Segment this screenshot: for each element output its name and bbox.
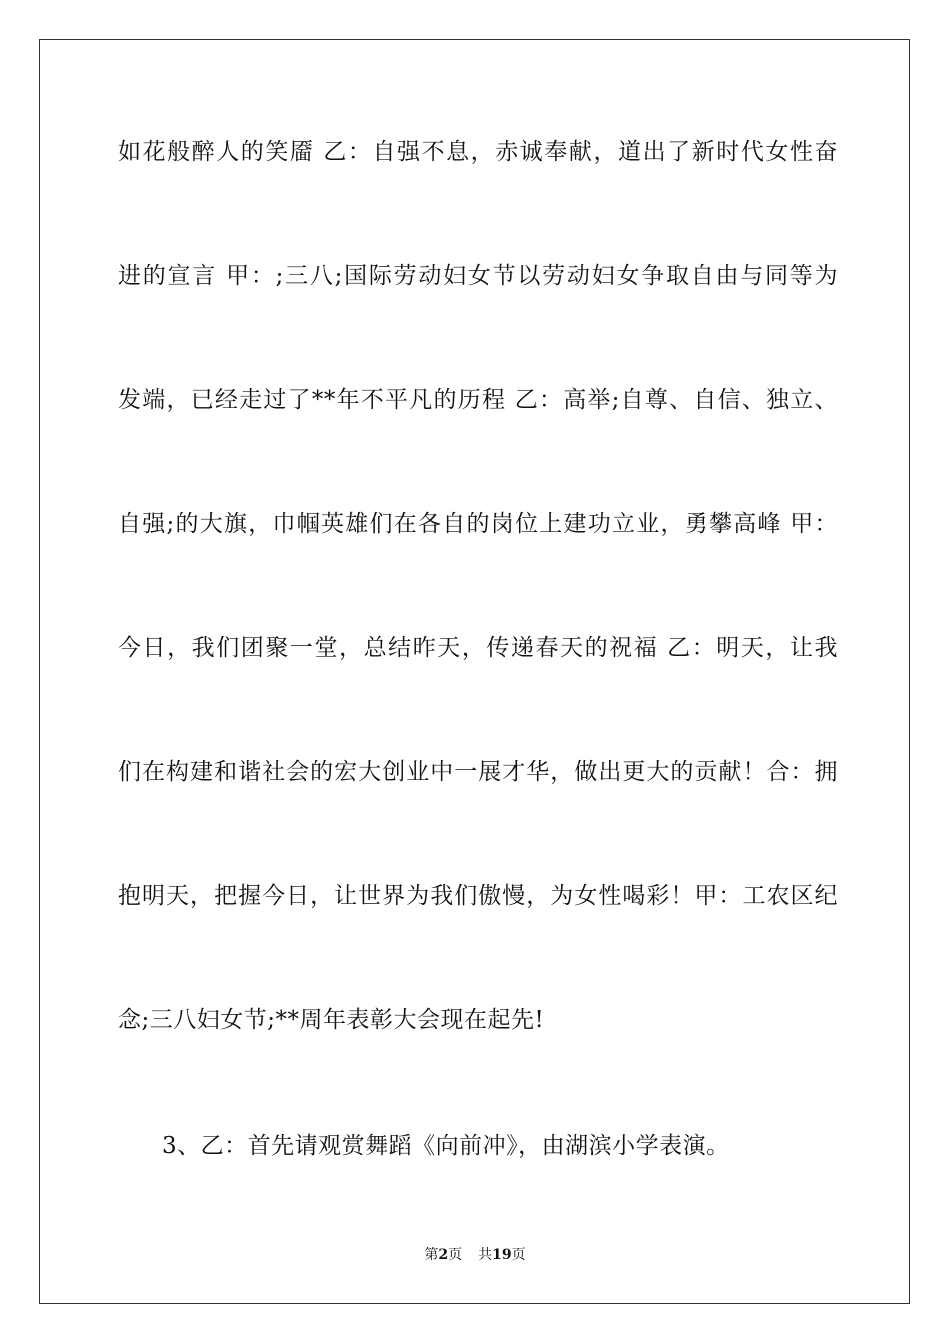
body-line-2: 进的宣言 甲：;三八;国际劳动妇女节以劳动妇女争取自由与同等为 (118, 263, 838, 289)
body-line-1: 如花般醉人的笑靥 乙：自强不息，赤诚奉献，道出了新时代女性奋 (118, 139, 838, 165)
page-frame (39, 39, 910, 1304)
footer-page-suffix: 页 (448, 1247, 463, 1263)
footer-total-prefix: 共 (478, 1247, 493, 1263)
body-line-4: 自强;的大旗，巾帼英雄们在各自的岗位上建功立业，勇攀高峰 甲： (118, 511, 838, 537)
footer-total-suffix: 页 (511, 1247, 526, 1263)
body-line-8: 念;三八妇女节;**周年表彰大会现在起先! (118, 1007, 545, 1033)
body-line-6: 们在构建和谐社会的宏大创业中一展才华，做出更大的贡献！合：拥 (118, 759, 838, 785)
body-line-7: 抱明天，把握今日，让世界为我们傲慢，为女性喝彩！甲：工农区纪 (118, 883, 838, 909)
footer-total-pages: 19 (492, 1247, 512, 1263)
page-footer (0, 1246, 950, 1264)
body-line-5: 今日，我们团聚一堂，总结昨天，传递春天的祝福 乙：明天，让我 (118, 635, 838, 661)
footer-page-number: 2 (438, 1247, 449, 1263)
footer-page-prefix: 第 (424, 1247, 439, 1263)
paragraph-3: 3、乙：首先请观赏舞蹈《向前冲》，由湖滨小学表演。 (162, 1133, 730, 1159)
body-line-3: 发端，已经走过了**年不平凡的历程 乙：高举;自尊、自信、独立、 (118, 387, 838, 413)
